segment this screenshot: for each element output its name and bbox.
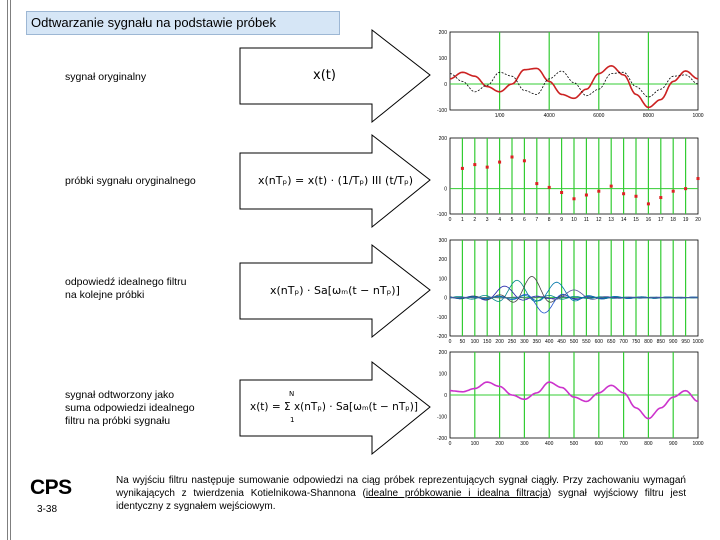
x-tick-label: 2 (473, 217, 477, 223)
footer-text-after: ) sygnał wyjściowy filtru jest identyczny z sygnałem wejściowym. (116, 488, 686, 512)
x-tick-label: 9 (560, 217, 563, 223)
x-tick-label: 400 (545, 339, 554, 345)
sample-point (573, 197, 576, 200)
x-tick-label: 4000 (543, 113, 555, 119)
sample-point (585, 194, 588, 197)
x-tick-label: 14 (620, 217, 627, 223)
sample-point (535, 182, 538, 185)
y-tick-label: 200 (438, 30, 447, 36)
x-tick-label: 18 (670, 217, 676, 223)
x-tick-label: 6 (523, 217, 526, 223)
x-tick-label: 500 (569, 441, 579, 447)
sample-point (672, 190, 675, 193)
sample-point (697, 177, 700, 180)
x-tick-label: 0 (448, 339, 452, 345)
x-tick-label: 100 (470, 339, 479, 345)
sample-point (523, 159, 526, 162)
sample-point (647, 202, 650, 205)
x-tick-label: 0 (448, 217, 452, 223)
x-tick-label: 400 (545, 441, 554, 447)
y-tick-label: 0 (444, 82, 447, 88)
page-number: 3-38 (37, 504, 58, 515)
x-tick-label: 1000 (692, 441, 704, 447)
row-label-filter-response: odpowiedź idealnego filtru na kolejne próbki (65, 276, 187, 301)
sample-point (635, 195, 638, 198)
sample-point (511, 156, 514, 159)
x-tick-label: 10 (571, 217, 577, 223)
chart-samples (432, 134, 702, 224)
cps-logo: CPS (30, 476, 72, 499)
y-tick-label: 300 (438, 238, 447, 244)
x-tick-label: 8000 (642, 113, 654, 119)
formula-original: x(t) (313, 68, 336, 83)
y-tick-label: 100 (438, 371, 447, 378)
sample-point (473, 163, 476, 166)
x-tick-label: 700 (619, 441, 628, 447)
x-tick-label: 550 (582, 339, 591, 345)
sum-upper-limit: N (289, 390, 295, 398)
x-tick-label: 150 (483, 339, 492, 345)
y-tick-label: -200 (436, 334, 447, 340)
y-tick-label: -100 (436, 212, 447, 218)
x-tick-label: 1 (461, 217, 464, 223)
x-tick-label: 600 (594, 339, 603, 345)
chart-filter-responses (432, 236, 702, 346)
y-tick-label: 200 (438, 350, 447, 356)
x-tick-label: 200 (495, 339, 504, 345)
x-tick-label: 13 (608, 217, 614, 223)
x-tick-label: 300 (520, 441, 529, 447)
sum-lower-limit: 1 (290, 416, 295, 424)
x-tick-label: 200 (495, 441, 504, 447)
y-tick-label: 0 (444, 393, 447, 399)
sample-point (610, 185, 613, 188)
y-tick-label: 200 (438, 136, 447, 142)
y-tick-label: -200 (436, 436, 447, 442)
x-tick-label: 5 (510, 217, 514, 223)
sample-point (560, 191, 563, 194)
x-tick-label: 1/00 (494, 113, 505, 119)
y-tick-label: 200 (438, 257, 447, 264)
x-tick-label: 20 (695, 217, 701, 223)
x-tick-label: 950 (681, 339, 690, 345)
x-tick-label: 900 (669, 441, 678, 447)
x-tick-label: 12 (596, 217, 602, 223)
y-tick-label: 0 (444, 186, 447, 193)
x-tick-label: 650 (607, 339, 616, 345)
formula-samples: x(nTₚ) = x(t) · (1/Tₚ) III (t/Tₚ) (258, 174, 414, 187)
chart-original-signal (432, 28, 702, 118)
y-tick-label: 100 (438, 276, 447, 283)
x-tick-label: 11 (583, 217, 590, 223)
row-label-original: sygnał oryginalny (65, 71, 147, 83)
x-tick-label: 850 (656, 339, 665, 345)
x-tick-label: 1000 (692, 113, 704, 119)
sample-point (498, 161, 501, 164)
x-tick-label: 50 (459, 339, 466, 345)
sample-point (659, 196, 662, 199)
formula-reconstructed: x(t) = Σ x(nTₚ) · Sa[ωₘ(t − nTₚ)] (250, 401, 418, 413)
x-tick-label: 6000 (593, 113, 605, 119)
x-tick-label: 8 (547, 217, 551, 223)
row-label-samples: próbki sygnału oryginalnego (65, 175, 196, 187)
sample-point (548, 186, 551, 189)
sample-point (684, 187, 687, 190)
x-tick-label: 350 (532, 339, 541, 345)
y-tick-label: -100 (436, 414, 447, 421)
sample-point (597, 190, 600, 193)
x-tick-label: 4 (498, 217, 501, 223)
footer-text (116, 474, 686, 513)
x-tick-label: 3 (485, 217, 489, 223)
x-tick-label: 0 (448, 441, 452, 447)
formula-filter-response: x(nTₚ) · Sa[ωₘ(t − nTₚ)] (270, 284, 400, 297)
x-tick-label: 800 (644, 339, 653, 345)
footer-text-before: Na wyjściu filtru następuje sumowanie odpowiedzi na ciąg próbek reprezentujących sygnał ciągły. Przy zachowaniu wymagań wynikających z twierdzenia Kotielnikowa-Shannona ( (116, 475, 686, 499)
footer-link[interactable]: idealne próbkowanie i idealna filtracja (365, 488, 548, 499)
chart-reconstructed-signal (432, 348, 702, 448)
y-tick-label: 100 (438, 56, 447, 62)
slide-title: Odtwarzanie sygnału na podstawie próbek (26, 11, 340, 35)
x-tick-label: 16 (645, 217, 652, 223)
x-tick-label: 600 (594, 441, 603, 447)
y-tick-label: 0 (444, 295, 447, 302)
sample-point (461, 167, 464, 170)
x-tick-label: 17 (658, 217, 664, 223)
x-tick-label: 1000 (692, 339, 704, 345)
row-label-reconstructed: sygnał odtworzony jako suma odpowiedzi idealnego filtru na próbki sygnału (65, 389, 195, 427)
x-tick-label: 7 (535, 217, 539, 223)
x-tick-label: 100 (470, 441, 479, 447)
x-tick-label: 500 (569, 339, 579, 345)
x-tick-label: 250 (507, 339, 517, 345)
y-tick-label: -100 (436, 108, 447, 114)
x-tick-label: 300 (520, 339, 529, 345)
x-tick-label: 19 (682, 217, 689, 223)
sample-point (486, 166, 489, 169)
x-tick-label: 900 (669, 339, 678, 345)
x-tick-label: 700 (619, 339, 628, 345)
y-tick-label: -100 (436, 314, 447, 321)
x-tick-label: 750 (631, 339, 641, 345)
x-tick-label: 450 (557, 339, 566, 345)
sample-point (622, 192, 625, 195)
x-tick-label: 15 (633, 217, 639, 223)
x-tick-label: 800 (644, 441, 653, 447)
